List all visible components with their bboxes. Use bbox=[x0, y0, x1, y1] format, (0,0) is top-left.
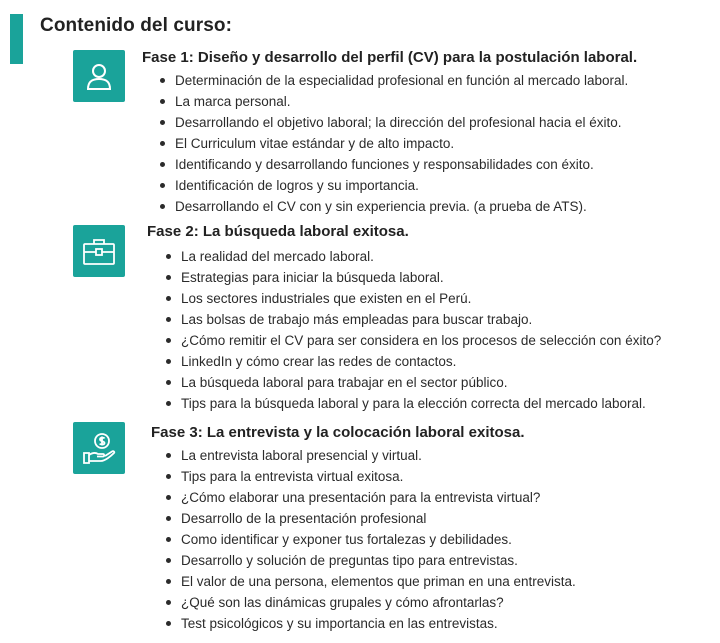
list-item: El valor de una persona, elementos que priman en una entrevista. bbox=[166, 571, 576, 592]
list-item: La marca personal. bbox=[160, 91, 628, 112]
phase-1-list bbox=[160, 70, 628, 217]
list-item: Determinación de la especialidad profesional en función al mercado laboral. bbox=[160, 70, 628, 91]
list-item: Identificando y desarrollando funciones y responsabilidades con éxito. bbox=[160, 154, 628, 175]
phase-3-list bbox=[166, 445, 576, 634]
list-item: Identificación de logros y su importancia. bbox=[160, 175, 628, 196]
list-item: La entrevista laboral presencial y virtual. bbox=[166, 445, 576, 466]
list-item: Tips para la búsqueda laboral y para la elección correcta del mercado laboral. bbox=[166, 393, 661, 414]
list-item: LinkedIn y cómo crear las redes de contactos. bbox=[166, 351, 661, 372]
list-item: Desarrollo y solución de preguntas tipo para entrevistas. bbox=[166, 550, 576, 571]
phase-1-title: Fase 1: Diseño y desarrollo del perfil (CV) para la postulación laboral. bbox=[142, 49, 638, 66]
list-item: Las bolsas de trabajo más empleadas para buscar trabajo. bbox=[166, 309, 661, 330]
list-item: Tips para la entrevista virtual exitosa. bbox=[166, 466, 576, 487]
accent-bar bbox=[10, 14, 23, 64]
person-icon bbox=[73, 50, 125, 102]
list-item: ¿Qué son las dinámicas grupales y cómo afrontarlas? bbox=[166, 592, 576, 613]
briefcase-icon bbox=[73, 225, 125, 277]
list-item: Test psicológicos y su importancia en las entrevistas. bbox=[166, 613, 576, 634]
phase-2-title: Fase 2: La búsqueda laboral exitosa. bbox=[147, 223, 409, 240]
phase-2-list bbox=[166, 246, 661, 414]
list-item: La realidad del mercado laboral. bbox=[166, 246, 661, 267]
list-item: Desarrollando el objetivo laboral; la dirección del profesional hacia el éxito. bbox=[160, 112, 628, 133]
list-item: ¿Cómo remitir el CV para ser considera en los procesos de selección con éxito? bbox=[166, 330, 661, 351]
list-item: Desarrollando el CV con y sin experiencia previa. (a prueba de ATS). bbox=[160, 196, 628, 217]
list-item: Como identificar y exponer tus fortalezas y debilidades. bbox=[166, 529, 576, 550]
list-item: Desarrollo de la presentación profesional bbox=[166, 508, 576, 529]
page-title: Contenido del curso: bbox=[40, 15, 232, 36]
list-item: La búsqueda laboral para trabajar en el sector público. bbox=[166, 372, 661, 393]
hand-coin-icon bbox=[73, 422, 125, 474]
list-item: ¿Cómo elaborar una presentación para la entrevista virtual? bbox=[166, 487, 576, 508]
list-item: El Curriculum vitae estándar y de alto impacto. bbox=[160, 133, 628, 154]
list-item: Estrategias para iniciar la búsqueda laboral. bbox=[166, 267, 661, 288]
phase-3-title: Fase 3: La entrevista y la colocación laboral exitosa. bbox=[151, 424, 525, 441]
list-item: Los sectores industriales que existen en el Perú. bbox=[166, 288, 661, 309]
